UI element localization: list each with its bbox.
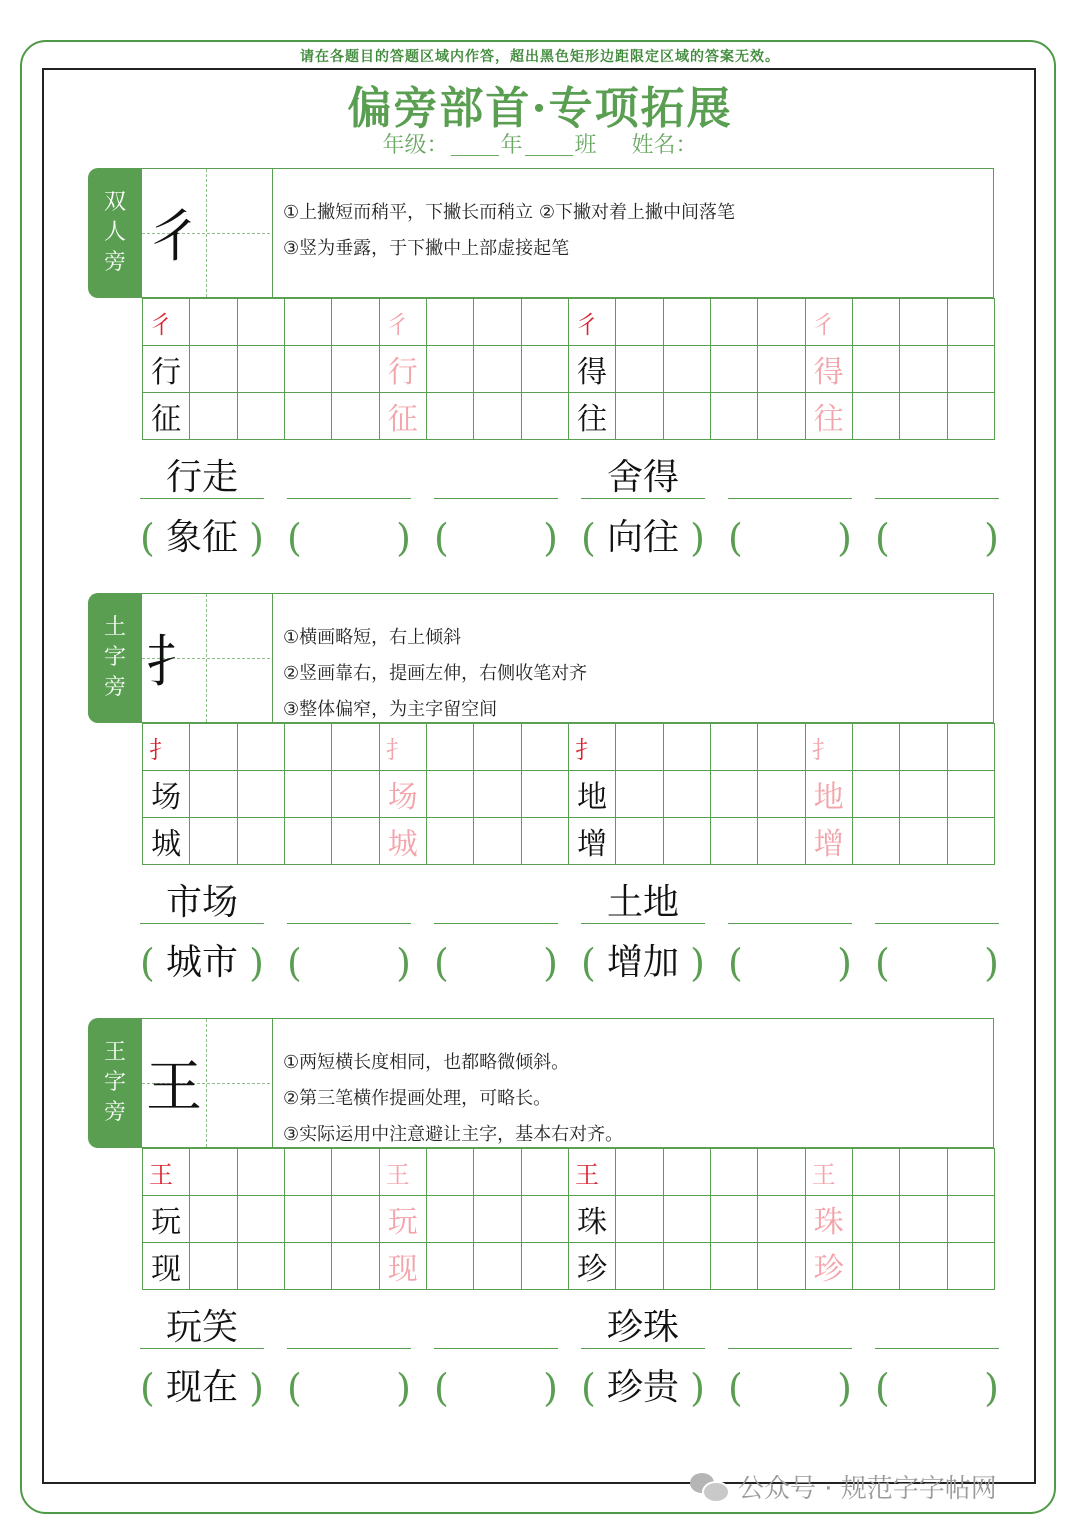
grid-cell[interactable] [473, 1242, 520, 1289]
grid-cell[interactable] [899, 1148, 946, 1195]
word-example: 市场 [140, 883, 264, 924]
grid-cell[interactable] [473, 723, 520, 770]
char-model-cell[interactable]: 珠 [568, 1195, 615, 1242]
grid-cell[interactable] [947, 345, 994, 392]
grid-cell[interactable] [473, 1148, 520, 1195]
char-trace-cell[interactable]: 行 [379, 345, 426, 392]
grid-cell[interactable] [331, 1195, 378, 1242]
grid-cell[interactable] [426, 1242, 473, 1289]
word-example: 玩笑 [140, 1308, 264, 1349]
char-model-cell[interactable]: 增 [568, 817, 615, 864]
section-2 [88, 593, 999, 1013]
grid-cell[interactable] [852, 1148, 899, 1195]
grid-cell[interactable] [284, 1148, 331, 1195]
char-trace-cell[interactable]: 珍 [805, 1242, 852, 1289]
word-example: 行走 [140, 458, 264, 499]
tab-char: 字 [103, 645, 126, 670]
grid-cell[interactable] [852, 1242, 899, 1289]
grid-cell[interactable] [899, 298, 946, 345]
grid-cell[interactable] [521, 1242, 568, 1289]
grid-cell[interactable] [615, 1242, 662, 1289]
word-blank[interactable] [728, 458, 852, 499]
section-tab [88, 168, 142, 298]
grid-cell[interactable] [189, 1242, 236, 1289]
grid-cell[interactable] [663, 770, 710, 817]
grid-cell[interactable] [710, 1148, 757, 1195]
grid-cell[interactable] [947, 392, 994, 439]
grid-cell[interactable] [189, 723, 236, 770]
grid-cell[interactable] [284, 1195, 331, 1242]
char-model-cell[interactable]: 现 [142, 1242, 189, 1289]
grid-cell[interactable] [189, 817, 236, 864]
paren-blank[interactable]: ( ) [875, 941, 999, 985]
grid-cell[interactable] [899, 770, 946, 817]
grid-cell[interactable] [521, 392, 568, 439]
grid-cell[interactable] [189, 1195, 236, 1242]
grid-cell[interactable] [284, 770, 331, 817]
grid-cell[interactable] [899, 345, 946, 392]
char-trace-cell[interactable]: 往 [805, 392, 852, 439]
char-model-cell[interactable]: 珍 [568, 1242, 615, 1289]
char-model-cell[interactable]: 征 [142, 392, 189, 439]
paren-blank[interactable]: ( ) [728, 516, 852, 560]
grid-cell[interactable] [947, 817, 994, 864]
paren-blank[interactable]: ( ) [728, 1366, 852, 1410]
grid-cell[interactable] [710, 723, 757, 770]
grid-cell[interactable] [663, 345, 710, 392]
grid-cell[interactable] [521, 1195, 568, 1242]
word-blank[interactable] [728, 1308, 852, 1349]
word-blank[interactable] [434, 458, 558, 499]
tip-line: ③实际运用中注意避让主字，基本右对齐。 [283, 1124, 624, 1145]
grid-cell[interactable] [710, 770, 757, 817]
notice-text: 请在各题目的答题区域内作答，超出黑色矩形边距限定区域的答案无效。 [300, 49, 780, 65]
word-example: 舍得 [581, 458, 705, 499]
grid-cell[interactable] [757, 770, 804, 817]
paren-word: ( 象征 ) [140, 516, 264, 560]
tip-line: ②第三笔横作提画处理，可略长。 [283, 1088, 552, 1109]
grid-cell[interactable] [473, 392, 520, 439]
grid-cell[interactable] [899, 817, 946, 864]
radical-trace-cell[interactable]: 王 [379, 1148, 426, 1195]
grid-cell[interactable] [426, 345, 473, 392]
grid-cell[interactable] [615, 1195, 662, 1242]
grid-cell[interactable] [757, 1242, 804, 1289]
grid-cell[interactable] [757, 298, 804, 345]
tip-line: ①横画略短，右上倾斜 [283, 627, 462, 648]
word-example: 土地 [581, 883, 705, 924]
radical-trace-cell[interactable]: 王 [805, 1148, 852, 1195]
grid-cell[interactable] [473, 817, 520, 864]
char-trace-cell[interactable]: 得 [805, 345, 852, 392]
grid-cell[interactable] [521, 770, 568, 817]
radical-model-cell[interactable]: 扌 [142, 723, 189, 770]
grid-cell[interactable] [947, 1148, 994, 1195]
grid-cell[interactable] [237, 723, 284, 770]
grid-cell[interactable] [899, 392, 946, 439]
grid-cell[interactable] [426, 1148, 473, 1195]
grid-cell[interactable] [237, 1242, 284, 1289]
radical-model-cell[interactable]: 彳 [568, 298, 615, 345]
grid-cell[interactable] [521, 723, 568, 770]
paren-blank[interactable]: ( ) [434, 516, 558, 560]
char-model-cell[interactable]: 往 [568, 392, 615, 439]
char-trace-cell[interactable]: 增 [805, 817, 852, 864]
grid-cell[interactable] [237, 817, 284, 864]
radical-trace-cell[interactable]: 彳 [379, 298, 426, 345]
grid-cell[interactable] [426, 1195, 473, 1242]
grid-cell[interactable] [710, 817, 757, 864]
grid-cell[interactable] [757, 1148, 804, 1195]
tips-box [272, 168, 994, 298]
char-model-cell[interactable]: 行 [142, 345, 189, 392]
paren-blank[interactable]: ( ) [287, 516, 411, 560]
grid-cell[interactable] [663, 392, 710, 439]
grid-cell[interactable] [473, 345, 520, 392]
grid-cell[interactable] [237, 298, 284, 345]
char-model-cell[interactable]: 玩 [142, 1195, 189, 1242]
char-trace-cell[interactable]: 玩 [379, 1195, 426, 1242]
grid-cell[interactable] [899, 1195, 946, 1242]
grid-cell[interactable] [284, 817, 331, 864]
grid-cell[interactable] [852, 817, 899, 864]
word-blank[interactable] [287, 1308, 411, 1349]
name-label: 姓名： [631, 133, 698, 158]
wechat-icon [690, 1471, 728, 1501]
grid-cell[interactable] [852, 298, 899, 345]
radical-trace-cell[interactable]: 彳 [805, 298, 852, 345]
grid-cell[interactable] [426, 723, 473, 770]
char-trace-cell[interactable]: 地 [805, 770, 852, 817]
grid-cell[interactable] [947, 298, 994, 345]
word-row [140, 1308, 998, 1348]
grid-cell[interactable] [710, 392, 757, 439]
grid-cell[interactable] [189, 770, 236, 817]
grid-cell[interactable] [426, 392, 473, 439]
char-trace-cell[interactable]: 征 [379, 392, 426, 439]
grade-line [0, 128, 1080, 159]
grid-cell[interactable] [663, 817, 710, 864]
tip-line: ①两短横长度相同，也都略微倾斜。 [283, 1052, 570, 1073]
grid-cell[interactable] [663, 1242, 710, 1289]
grid-cell[interactable] [852, 1195, 899, 1242]
watermark-text: 公众号 · 规范字字帖网 [738, 1473, 997, 1504]
practice-grid[interactable] [142, 1148, 995, 1290]
tab-char: 土 [103, 615, 126, 640]
grid-cell[interactable] [710, 298, 757, 345]
paren-blank[interactable]: ( ) [875, 1366, 999, 1410]
tip-line: ①上撇短而稍平，下撇长而稍立 ②下撇对着上撇中间落笔 [283, 202, 735, 223]
grid-cell[interactable] [757, 392, 804, 439]
grid-cell[interactable] [426, 770, 473, 817]
grid-cell[interactable] [521, 1148, 568, 1195]
grid-cell[interactable] [189, 392, 236, 439]
word-blank[interactable] [875, 883, 999, 924]
grid-cell[interactable] [615, 817, 662, 864]
word-blank[interactable] [875, 1308, 999, 1349]
grid-cell[interactable] [947, 770, 994, 817]
radical-box [142, 168, 272, 298]
char-trace-cell[interactable]: 城 [379, 817, 426, 864]
grid-cell[interactable] [615, 723, 662, 770]
char-trace-cell[interactable]: 场 [379, 770, 426, 817]
radical-trace-cell[interactable]: 扌 [805, 723, 852, 770]
word-blank[interactable] [875, 458, 999, 499]
grid-cell[interactable] [710, 1195, 757, 1242]
paren-word: ( 珍贵 ) [581, 1366, 705, 1410]
grid-cell[interactable] [615, 392, 662, 439]
radical-trace-cell[interactable]: 扌 [379, 723, 426, 770]
word-blank[interactable] [728, 883, 852, 924]
tips-box [272, 593, 994, 723]
year-label: 年 [500, 133, 523, 158]
grid-cell[interactable] [284, 723, 331, 770]
grade-blank[interactable] [451, 155, 499, 156]
grid-cell[interactable] [331, 817, 378, 864]
tab-char: 旁 [103, 675, 126, 700]
grid-cell[interactable] [663, 298, 710, 345]
paren-blank[interactable]: ( ) [434, 941, 558, 985]
grid-cell[interactable] [331, 770, 378, 817]
grid-cell[interactable] [947, 1195, 994, 1242]
tips-box [272, 1018, 994, 1148]
grid-cell[interactable] [189, 1148, 236, 1195]
grid-cell[interactable] [947, 1242, 994, 1289]
page-title: 偏旁部首·专项拓展 [347, 83, 733, 134]
grid-cell[interactable] [521, 298, 568, 345]
paren-blank[interactable]: ( ) [287, 941, 411, 985]
grid-cell[interactable] [426, 298, 473, 345]
paren-word: ( 增加 ) [581, 941, 705, 985]
word-example: 珍珠 [581, 1308, 705, 1349]
grid-cell[interactable] [237, 392, 284, 439]
paren-word: ( 向往 ) [581, 516, 705, 560]
grid-cell[interactable] [615, 345, 662, 392]
radical-box [142, 1018, 272, 1148]
char-model-cell[interactable]: 城 [142, 817, 189, 864]
grid-cell[interactable] [284, 392, 331, 439]
grid-cell[interactable] [426, 817, 473, 864]
section-tab [88, 1018, 142, 1148]
grid-cell[interactable] [237, 770, 284, 817]
grid-cell[interactable] [710, 345, 757, 392]
grid-cell[interactable] [189, 298, 236, 345]
watermark [690, 1466, 1050, 1506]
grid-cell[interactable] [473, 298, 520, 345]
paren-word: ( 城市 ) [140, 941, 264, 985]
char-model-cell[interactable]: 得 [568, 345, 615, 392]
grid-cell[interactable] [473, 770, 520, 817]
grid-cell[interactable] [615, 1148, 662, 1195]
word-blank[interactable] [434, 1308, 558, 1349]
grid-cell[interactable] [237, 345, 284, 392]
grade-label: 年级： [382, 133, 449, 158]
paren-blank[interactable]: ( ) [728, 941, 852, 985]
grid-cell[interactable] [710, 1242, 757, 1289]
paren-blank[interactable]: ( ) [434, 1366, 558, 1410]
tab-char: 旁 [103, 1100, 126, 1125]
tab-char: 王 [103, 1040, 126, 1065]
radical-glyph: 彳 [146, 205, 202, 270]
word-blank[interactable] [287, 458, 411, 499]
grid-cell[interactable] [521, 345, 568, 392]
grid-cell[interactable] [663, 723, 710, 770]
tab-char: 旁 [103, 250, 126, 275]
grid-cell[interactable] [757, 345, 804, 392]
grid-cell[interactable] [663, 1148, 710, 1195]
grid-cell[interactable] [237, 1195, 284, 1242]
grid-cell[interactable] [284, 298, 331, 345]
grid-cell[interactable] [615, 298, 662, 345]
tip-line: ③竖为垂露，于下撇中上部虚接起笔 [283, 238, 570, 259]
word-blank[interactable] [434, 883, 558, 924]
grid-cell[interactable] [663, 1195, 710, 1242]
grid-cell[interactable] [331, 298, 378, 345]
grid-cell[interactable] [899, 723, 946, 770]
practice-grid[interactable] [142, 298, 995, 440]
paren-blank[interactable]: ( ) [875, 516, 999, 560]
grid-cell[interactable] [189, 345, 236, 392]
grid-cell[interactable] [331, 392, 378, 439]
practice-grid[interactable] [142, 723, 995, 865]
grid-cell[interactable] [237, 1148, 284, 1195]
section-3 [88, 1018, 999, 1438]
grid-cell[interactable] [852, 392, 899, 439]
grid-cell[interactable] [284, 1242, 331, 1289]
grid-cell[interactable] [331, 723, 378, 770]
grid-cell[interactable] [521, 817, 568, 864]
section-1 [88, 168, 999, 588]
tip-line: ②竖画靠右，提画左伸，右侧收笔对齐 [283, 663, 588, 684]
char-trace-cell[interactable]: 珠 [805, 1195, 852, 1242]
grid-cell[interactable] [852, 723, 899, 770]
radical-model-cell[interactable]: 扌 [568, 723, 615, 770]
paren-word: ( 现在 ) [140, 1366, 264, 1410]
tab-char: 双 [103, 190, 126, 215]
grid-cell[interactable] [852, 345, 899, 392]
radical-glyph: 扌 [146, 630, 202, 695]
grid-cell[interactable] [757, 817, 804, 864]
grid-cell[interactable] [473, 1195, 520, 1242]
grid-cell[interactable] [331, 1242, 378, 1289]
class-label: 班 [574, 133, 597, 158]
word-blank[interactable] [287, 883, 411, 924]
radical-glyph: 王 [146, 1055, 202, 1120]
grid-cell[interactable] [331, 345, 378, 392]
grid-cell[interactable] [899, 1242, 946, 1289]
radical-model-cell[interactable]: 彳 [142, 298, 189, 345]
word-row [140, 458, 998, 498]
section-tab [88, 593, 142, 723]
grid-cell[interactable] [852, 770, 899, 817]
tip-line: ③整体偏窄，为主字留空间 [283, 699, 498, 720]
paren-blank[interactable]: ( ) [287, 1366, 411, 1410]
grid-cell[interactable] [284, 345, 331, 392]
radical-box [142, 593, 272, 723]
grid-cell[interactable] [757, 1195, 804, 1242]
tab-char: 字 [103, 1070, 126, 1095]
radical-model-cell[interactable]: 王 [142, 1148, 189, 1195]
class-blank[interactable] [525, 155, 573, 156]
radical-model-cell[interactable]: 王 [568, 1148, 615, 1195]
word-row [140, 883, 998, 923]
grid-cell[interactable] [757, 723, 804, 770]
tab-char: 人 [103, 220, 126, 245]
char-trace-cell[interactable]: 现 [379, 1242, 426, 1289]
grid-cell[interactable] [947, 723, 994, 770]
grid-cell[interactable] [331, 1148, 378, 1195]
char-model-cell[interactable]: 地 [568, 770, 615, 817]
char-model-cell[interactable]: 场 [142, 770, 189, 817]
grid-cell[interactable] [615, 770, 662, 817]
